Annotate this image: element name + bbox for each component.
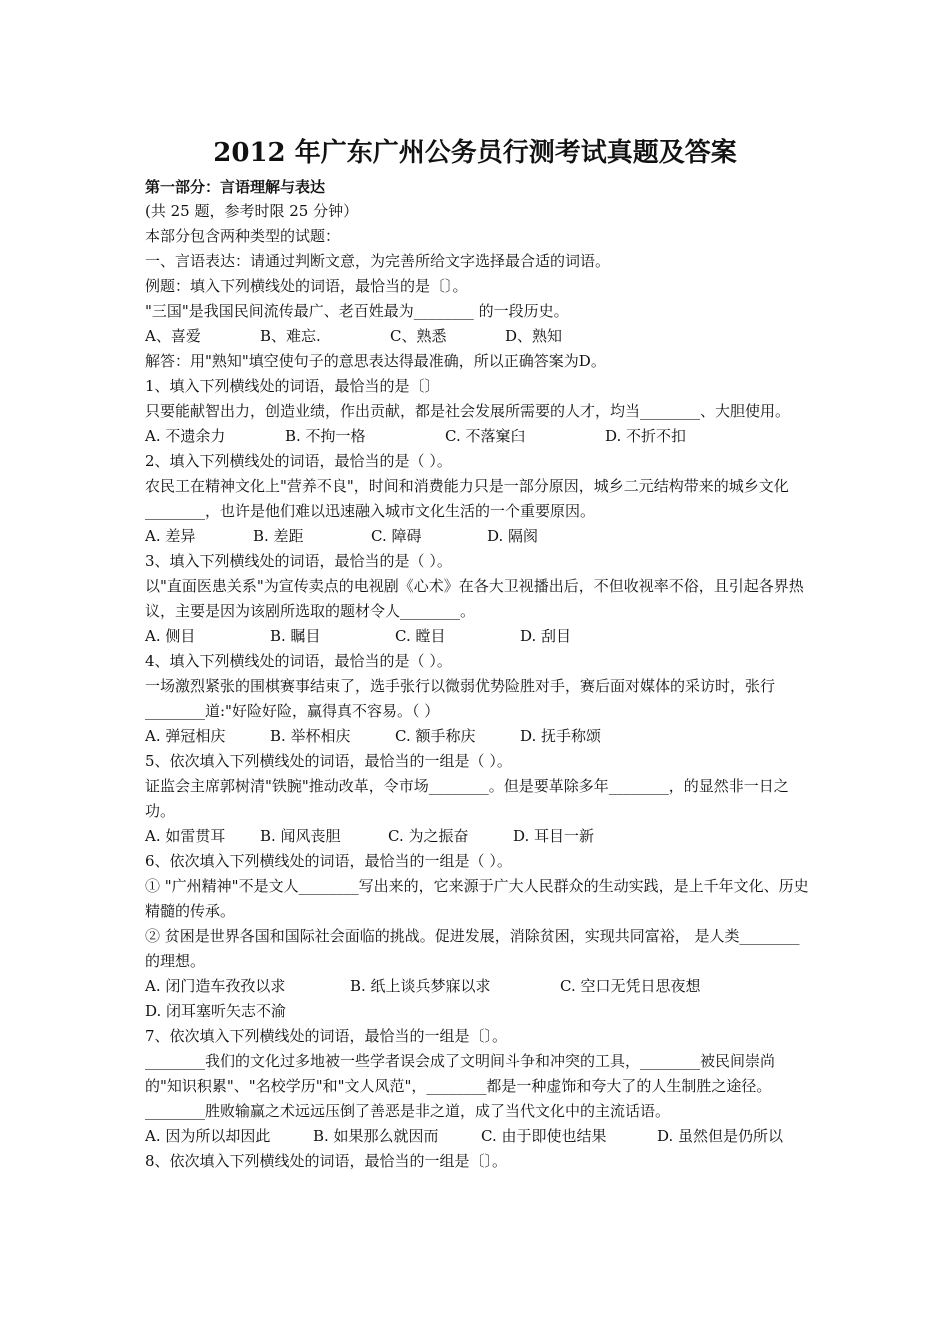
question-prompt: 4、填入下列横线处的词语，最恰当的是（ ）。 [145,652,452,670]
question-options [145,824,810,849]
question-prompt: 7、依次填入下列横线处的词语，最恰当的一组是〔〕。 [145,1027,508,1045]
question-options [145,624,810,649]
option: B. 纸上谈兵梦寐以求 [350,977,491,995]
option: C. 为之振奋 [388,827,469,845]
intro-line: (共 25 题，参考时限 25 分钟） [145,202,359,220]
intro-line: 本部分包含两种类型的试题： [145,227,341,245]
question-text: 农民工在精神文化上"营养不良"，时间和消费能力只是一部分原因，城乡二元结构带来的城乡文化________，也许是他们难以迅速融入城市文化生活的一个重要原因。 [145,477,789,520]
question-text: 证监会主席郭树清"铁腕"推动改革，令市场________。但是要革除多年________，的显然非一日之功。 [145,777,789,820]
question-text: 以"直面医患关系"为宣传卖点的电视剧《心术》在各大卫视播出后，不但收视率不俗，且引起各界热议，主要是因为该剧所选取的题材令人________。 [145,577,804,620]
question-options [145,724,810,749]
option: C. 空口无凭日思夜想 [560,977,701,995]
question-text: 一场激烈紧张的围棋赛事结束了，选手张行以微弱优势险胜对手，赛后面对媒体的采访时，张行 [145,677,776,695]
option: D. 耳目一新 [513,827,595,845]
option: A. 闭门造车孜孜以求 [145,977,286,995]
option: C、熟悉 [390,327,447,345]
option: A. 差异 [145,527,196,545]
option: D. 刮目 [520,627,572,645]
option: A. 如雷贯耳 [145,827,226,845]
example-answer: 解答：用"熟知"填空使句子的意思表达得最准确，所以正确答案为D。 [145,352,606,370]
option: B. 举杯相庆 [270,727,351,745]
option: A、喜爱 [145,327,201,345]
option: D. 不折不扣 [605,427,687,445]
question-options [145,1124,810,1149]
example-text: "三国"是我国民间流传最广、老百姓最为________ 的一段历史。 [145,302,569,320]
question-text: ________道:"好险好险，赢得真不容易。（ ） [145,702,440,720]
section-heading: 第一部分：言语理解与表达 [145,178,326,196]
question-prompt: 2、填入下列横线处的词语，最恰当的是（ ）。 [145,452,452,470]
question-options [145,424,810,449]
example-prompt: 例题：填入下列横线处的词语，最恰当的是〔〕。 [145,277,468,295]
option: B. 闻风丧胆 [260,827,341,845]
option: B. 不拘一格 [285,427,366,445]
question-prompt: 8、依次填入下列横线处的词语，最恰当的一组是〔〕。 [145,1152,508,1170]
option: D. 抚手称颂 [520,727,602,745]
option: C. 由于即使也结果 [481,1127,607,1145]
option: A. 侧目 [145,627,196,645]
option: D. 隔阂 [487,527,539,545]
question-prompt: 3、填入下列横线处的词语，最恰当的是（ ）。 [145,552,452,570]
option: C. 额手称庆 [395,727,476,745]
option: C. 障碍 [371,527,422,545]
option: D. 闭耳塞听矢志不渝 [145,1002,287,1020]
question-text: ________我们的文化过多地被一些学者误会成了文明间斗争和冲突的工具，________被民间崇尚的"知识积累"、"名校学历"和"文人风范"，________都是一种虚饰和夸大了的人生制胜之途径。________胜败输赢之术远远压倒了善恶是非之道，成了当代文化中的主流话语。 [145,1052,776,1120]
question-text: 只要能献智出力，创造业绩，作出贡献，都是社会发展所需要的人才，均当________、大胆使用。 [145,402,791,420]
question-prompt: 5、依次填入下列横线处的词语，最恰当的一组是（ ）。 [145,752,512,770]
intro-line: 一、言语表达：请通过判断文意，为完善所给文字选择最合适的词语。 [145,252,611,270]
question-text: ① "广州精神"不是文人________写出来的，它来源于广大人民群众的生动实践，是上千年文化、历史精髓的传承。 [145,877,809,920]
question-text: ② 贫困是世界各国和国际社会面临的挑战。促进发展，消除贫困，实现共同富裕， 是人类________的理想。 [145,927,800,970]
option: D. 虽然但是仍所以 [657,1127,784,1145]
question-options [145,974,810,1024]
option: C. 不落窠臼 [445,427,526,445]
question-prompt: 6、依次填入下列横线处的词语，最恰当的一组是（ ）。 [145,852,512,870]
option: B. 如果那么就因而 [313,1127,439,1145]
option: B、难忘. [260,327,321,345]
option: B. 差距 [253,527,304,545]
example-options [145,324,810,349]
option: B. 瞩目 [270,627,321,645]
option: C. 瞠目 [395,627,446,645]
option: A. 因为所以却因此 [145,1127,271,1145]
question-prompt: 1、填入下列横线处的词语，最恰当的是〔〕 [145,377,440,395]
option: D、熟知 [505,327,563,345]
option: A. 不遗余力 [145,427,226,445]
document-title: 2012 年广东广州公务员行测考试真题及答案 [213,138,737,168]
document-body [145,199,810,1174]
question-options [145,524,810,549]
option: A. 弹冠相庆 [145,727,226,745]
